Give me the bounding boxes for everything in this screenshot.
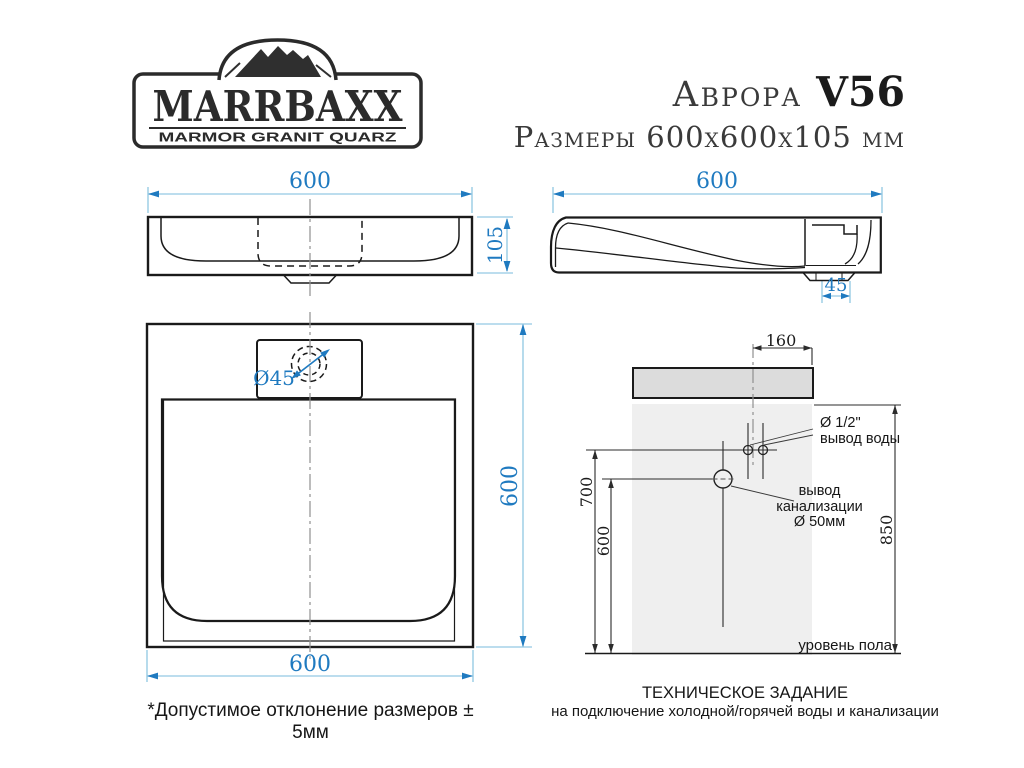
top-width-dim: 600 <box>289 652 331 677</box>
side-drain-offset-dim: 45 <box>824 275 848 296</box>
install-water-height-dim: 700 <box>577 476 596 508</box>
top-view-drawing <box>147 312 532 682</box>
top-drain-diameter-dim: Ø45 <box>253 366 295 390</box>
tolerance-footnote: *Допустимое отклонение размеров ± 5мм <box>147 700 474 743</box>
floor-level-label: уровень пола <box>798 637 892 654</box>
water-outlet-text: вывод воды <box>820 431 901 447</box>
product-code: V56 <box>816 68 905 116</box>
sewage-outlet-label <box>762 484 877 531</box>
product-dimensions: Размеры 600х600х105 мм <box>513 120 905 154</box>
side-width-dim: 600 <box>696 169 738 194</box>
sewage-label-3: Ø 50мм <box>793 514 846 530</box>
install-faucet-offset-dim: 160 <box>765 331 797 350</box>
sink-silhouette <box>633 368 813 398</box>
install-rim-height-dim: 850 <box>877 514 896 546</box>
tech-task-title: ТЕХНИЧЕСКОЕ ЗАДАНИЕ <box>641 684 849 702</box>
logo-brand-text: MARRBAXX <box>152 82 403 131</box>
front-height-dim: 105 <box>483 225 507 265</box>
sewage-label-2: канализации <box>776 498 863 515</box>
water-outlet-size: Ø 1/2" <box>820 415 861 431</box>
water-outlet-label <box>820 415 900 447</box>
front-view-drawing <box>148 187 513 299</box>
front-width-dim: 600 <box>289 169 331 194</box>
logo-tagline-text: MARMOR GRANIT QUARZ <box>158 129 397 145</box>
product-name: Аврора <box>672 75 803 115</box>
tech-task-subtitle: на подключение холодной/горячей воды и канализации <box>551 703 939 720</box>
top-depth-dim: 600 <box>498 465 523 507</box>
sewage-label-1: вывод <box>798 483 841 499</box>
install-drain-height-dim: 600 <box>594 525 613 557</box>
